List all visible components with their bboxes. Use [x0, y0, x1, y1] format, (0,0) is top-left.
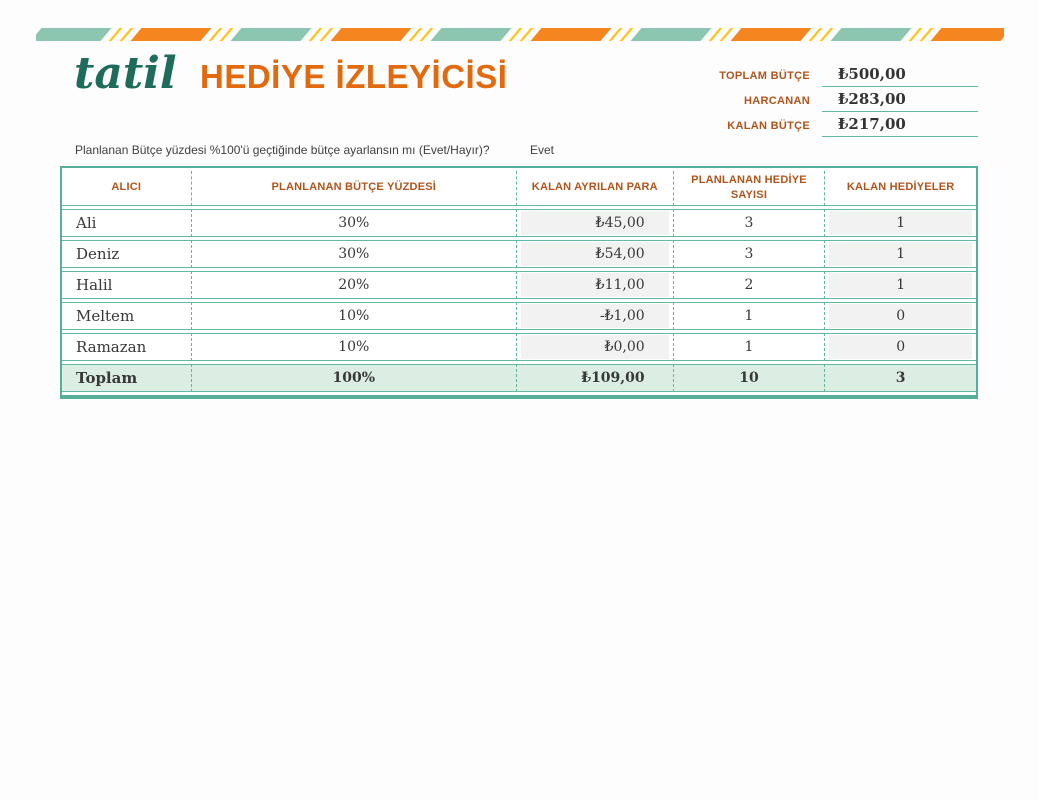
stripe-bar — [531, 28, 612, 41]
header-remaining-allocated-money: KALAN AYRILAN PARA — [516, 171, 673, 206]
cell-budget-percent[interactable]: 30% — [191, 209, 516, 237]
table-row — [62, 333, 976, 361]
summary-row-total-budget — [640, 62, 978, 87]
summary-row-spent — [640, 87, 978, 112]
total-remaining-gifts — [824, 364, 976, 392]
header-planned-gift-count: PLANLANAN HEDİYE SAYISI — [673, 171, 825, 206]
cell-remaining-money[interactable] — [516, 333, 673, 361]
total-remaining-money-value: ₺109,00 — [581, 369, 645, 386]
stripe-bar — [431, 28, 512, 41]
cell-recipient[interactable]: Ali — [62, 209, 191, 237]
stripe-bar — [631, 28, 712, 41]
cell-planned-gifts[interactable]: 1 — [673, 302, 825, 330]
spent-value: ₺283,00 — [822, 90, 978, 112]
remaining-money-value: ₺54,00 — [521, 242, 669, 266]
total-remaining-money — [516, 364, 673, 392]
decorative-stripe-border — [36, 28, 1004, 41]
spent-label: HARCANAN — [744, 95, 810, 107]
brand-logo: tatil — [74, 48, 177, 99]
cell-planned-gifts[interactable]: 3 — [673, 240, 825, 268]
cell-budget-percent[interactable]: 20% — [191, 271, 516, 299]
cell-budget-percent[interactable]: 10% — [191, 302, 516, 330]
header-planned-budget-percent: PLANLANAN BÜTÇE YÜZDESİ — [191, 171, 516, 206]
stripe-bar — [831, 28, 912, 41]
total-label: Toplam — [62, 364, 191, 392]
stripe-bar — [931, 28, 1004, 41]
cell-planned-gifts[interactable]: 1 — [673, 333, 825, 361]
cell-planned-gifts[interactable]: 2 — [673, 271, 825, 299]
page-title: HEDİYE İZLEYİCİSİ — [200, 58, 508, 95]
table-header-row — [62, 171, 976, 206]
cell-remaining-gifts[interactable] — [824, 240, 976, 268]
stripe-bar — [231, 28, 312, 41]
total-budget-percent: 100% — [191, 364, 516, 392]
cell-remaining-gifts[interactable] — [824, 271, 976, 299]
remaining-gifts-value: 1 — [829, 242, 972, 266]
cell-recipient[interactable]: Deniz — [62, 240, 191, 268]
question-answer-cell[interactable]: Evet — [530, 143, 555, 157]
remaining-gifts-value: 0 — [829, 335, 972, 359]
cell-remaining-gifts[interactable] — [824, 302, 976, 330]
remaining-money-value: ₺45,00 — [521, 211, 669, 235]
remaining-gifts-value: 1 — [829, 273, 972, 297]
total-budget-label: TOPLAM BÜTÇE — [719, 70, 810, 82]
header-remaining-gifts: KALAN HEDİYELER — [824, 171, 976, 206]
stripe-bar — [331, 28, 412, 41]
stripe-bar — [36, 28, 111, 41]
table-row — [62, 209, 976, 237]
stripe-bar — [131, 28, 212, 41]
table-row — [62, 271, 976, 299]
budget-summary — [640, 62, 978, 137]
cell-recipient[interactable]: Meltem — [62, 302, 191, 330]
adjust-budget-question — [75, 143, 975, 157]
summary-row-remaining-budget — [640, 112, 978, 137]
cell-remaining-money[interactable] — [516, 271, 673, 299]
cell-remaining-money[interactable] — [516, 209, 673, 237]
cell-budget-percent[interactable]: 30% — [191, 240, 516, 268]
table-total-row — [62, 364, 976, 392]
cell-remaining-gifts[interactable] — [824, 333, 976, 361]
cell-planned-gifts[interactable]: 3 — [673, 209, 825, 237]
total-budget-value[interactable]: ₺500,00 — [822, 65, 978, 87]
cell-budget-percent[interactable]: 10% — [191, 333, 516, 361]
remaining-budget-label: KALAN BÜTÇE — [727, 120, 810, 132]
total-remaining-gifts-value: 3 — [895, 369, 906, 386]
gift-tracker-table — [60, 166, 978, 399]
remaining-money-value: ₺0,00 — [521, 335, 669, 359]
question-text: Planlanan Bütçe yüzdesi %100'ü geçtiğinde bütçe ayarlansın mı (Evet/Hayır)? — [75, 143, 490, 157]
table-row — [62, 240, 976, 268]
cell-recipient[interactable]: Ramazan — [62, 333, 191, 361]
remaining-gifts-value: 1 — [829, 211, 972, 235]
remaining-gifts-value: 0 — [829, 304, 972, 328]
remaining-money-value: -₺1,00 — [521, 304, 669, 328]
total-planned-gifts: 10 — [673, 364, 825, 392]
table-row — [62, 302, 976, 330]
cell-recipient[interactable]: Halil — [62, 271, 191, 299]
stripe-bar — [731, 28, 812, 41]
cell-remaining-money[interactable] — [516, 302, 673, 330]
remaining-money-value: ₺11,00 — [521, 273, 669, 297]
remaining-budget-value: ₺217,00 — [822, 115, 978, 137]
header-recipient: ALICI — [62, 171, 191, 206]
cell-remaining-money[interactable] — [516, 240, 673, 268]
cell-remaining-gifts[interactable] — [824, 209, 976, 237]
